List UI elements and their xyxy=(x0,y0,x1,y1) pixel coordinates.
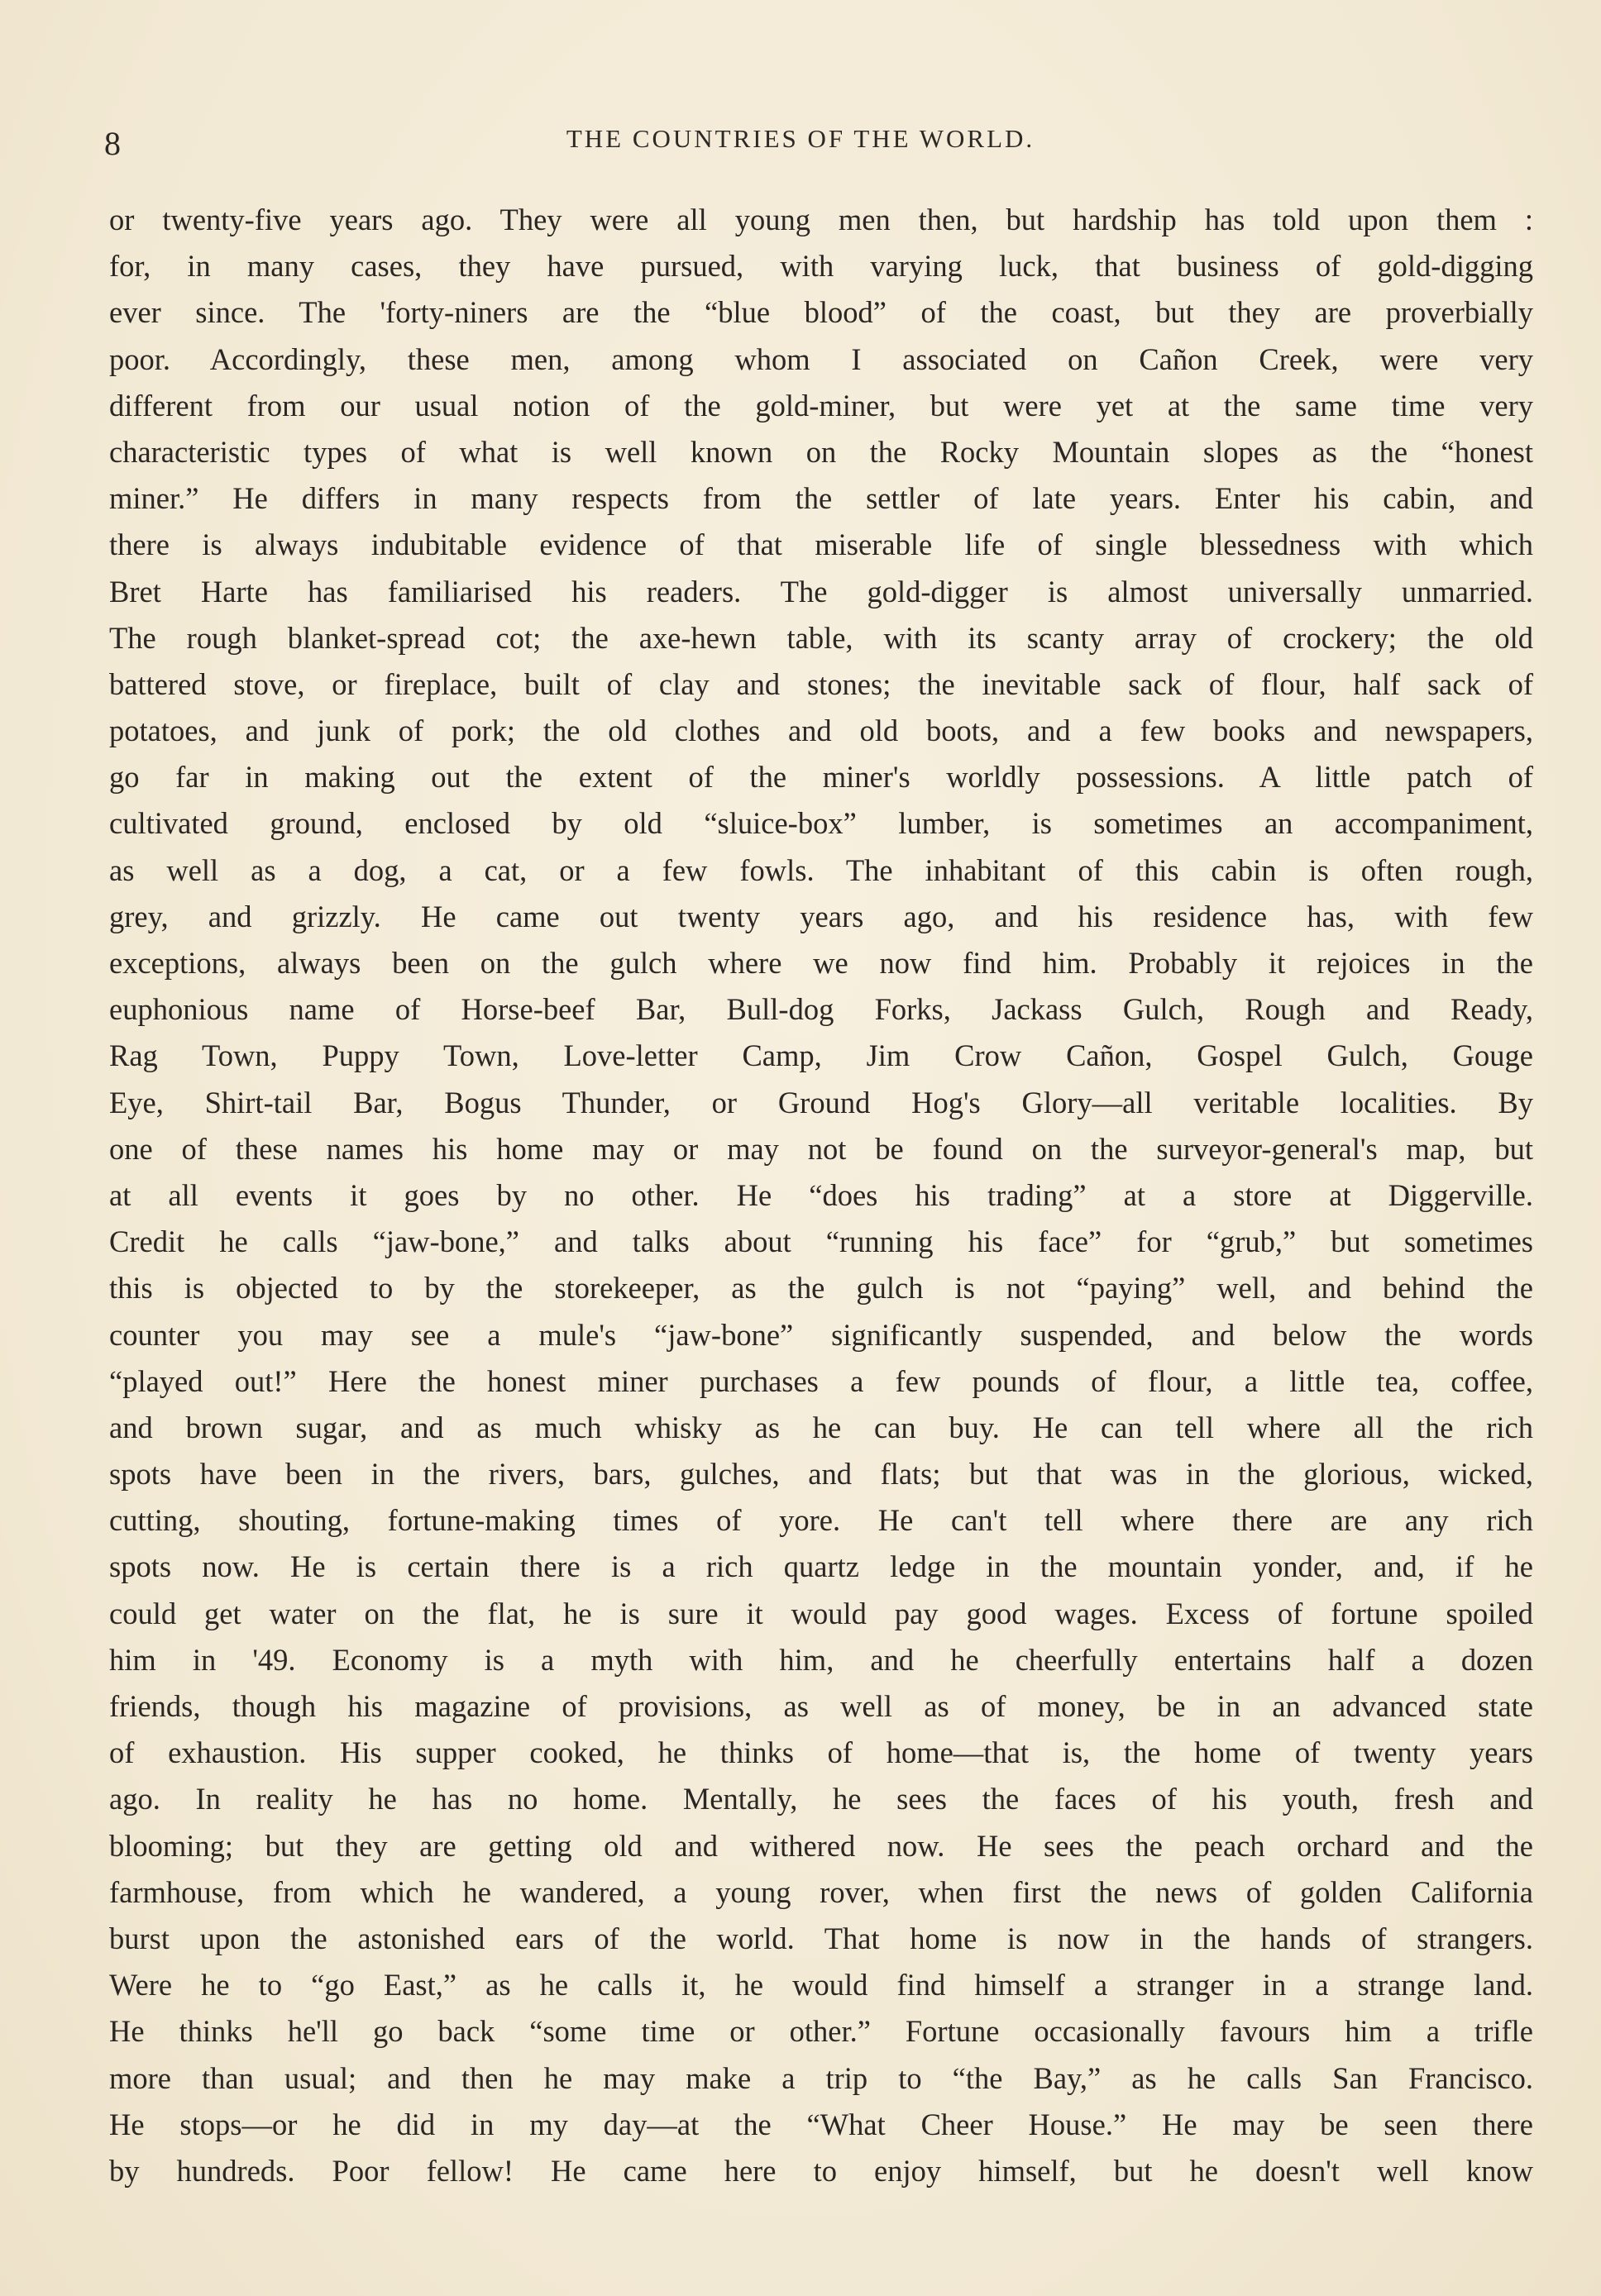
text-line: Rag Town, Puppy Town, Love-letter Camp, Jim Crow Cañon, Gospel Gulch, Gouge xyxy=(109,1038,1533,1073)
text-line: The rough blanket-spread cot; the axe-hewn table, with its scanty array of crockery; the old xyxy=(109,620,1533,655)
text-line: as well as a dog, a cat, or a few fowls. The inhabitant of this cabin is often rough, xyxy=(109,852,1533,887)
text-line: “played out!” Here the honest miner purchases a few pounds of flour, a little tea, coffee, xyxy=(109,1363,1533,1398)
text-line: go far in making out the extent of the miner's worldly possessions. A little patch of xyxy=(109,760,1533,795)
text-line: spots now. He is certain there is a rich quartz ledge in the mountain yonder, and, if he xyxy=(109,1549,1533,1584)
text-line: Eye, Shirt-tail Bar, Bogus Thunder, or Ground Hog's Glory—all veritable localities. By xyxy=(109,1085,1533,1119)
text-line: one of these names his home may or may not be found on the surveyor-general's map, but xyxy=(109,1131,1533,1166)
text-line: him in '49. Economy is a myth with him, and he cheerfully entertains half a dozen xyxy=(109,1642,1533,1677)
page-number: 8 xyxy=(104,125,122,162)
text-line: blooming; but they are getting old and withered now. He sees the peach orchard and the xyxy=(109,1828,1533,1863)
text-line: He thinks he'll go back “some time or other.” Fortune occasionally favours him a trifle xyxy=(109,2014,1533,2049)
text-line: Were he to “go East,” as he calls it, he would find himself a stranger in a strange land. xyxy=(109,1968,1533,2002)
text-line: miner.” He differs in many respects from the settler of late years. Enter his cabin, and xyxy=(109,481,1533,516)
text-line: euphonious name of Horse-beef Bar, Bull-dog Forks, Jackass Gulch, Rough and Ready, xyxy=(109,992,1533,1027)
text-line: for, in many cases, they have pursued, with varying luck, that business of gold-digging xyxy=(109,249,1533,284)
text-line: ever since. The 'forty-niners are the “blue blood” of the coast, but they are proverbially xyxy=(109,295,1533,330)
text-line: and brown sugar, and as much whisky as he can buy. He can tell where all the rich xyxy=(109,1410,1533,1444)
text-line: by hundreds. Poor fellow! He came here to enjoy himself, but he doesn't well know xyxy=(109,2153,1533,2188)
text-line: farmhouse, from which he wandered, a young rover, when first the news of golden California xyxy=(109,1874,1533,1909)
text-line: cultivated ground, enclosed by old “sluice-box” lumber, is sometimes an accompaniment, xyxy=(109,806,1533,841)
text-line: cutting, shouting, fortune-making times of yore. He can't tell where there are any rich xyxy=(109,1503,1533,1538)
text-line: at all events it goes by no other. He “does his trading” at a store at Diggerville. xyxy=(109,1177,1533,1212)
text-line: Bret Harte has familiarised his readers. The gold-digger is almost universally unmarried. xyxy=(109,574,1533,609)
text-line: ago. In reality he has no home. Mentally, he sees the faces of his youth, fresh and xyxy=(109,1782,1533,1816)
body-text xyxy=(109,197,1533,2194)
text-line: exceptions, always been on the gulch where we now find him. Probably it rejoices in the xyxy=(109,946,1533,980)
text-line: potatoes, and junk of pork; the old clothes and old boots, and a few books and newspapers, xyxy=(109,714,1533,748)
text-line: could get water on the flat, he is sure it would pay good wages. Excess of fortune spoiled xyxy=(109,1596,1533,1630)
text-line: battered stove, or fireplace, built of clay and stones; the inevitable sack of flour, half sack of xyxy=(109,666,1533,701)
text-line: He stops—or he did in my day—at the “What Cheer House.” He may be seen there xyxy=(109,2107,1533,2141)
text-line: characteristic types of what is well known on the Rocky Mountain slopes as the “honest xyxy=(109,434,1533,469)
text-line: more than usual; and then he may make a trip to “the Bay,” as he calls San Francisco. xyxy=(109,2060,1533,2095)
text-line: counter you may see a mule's “jaw-bone” significantly suspended, and below the words xyxy=(109,1317,1533,1352)
text-line: this is objected to by the storekeeper, as the gulch is not “paying” well, and behind the xyxy=(109,1271,1533,1306)
text-line: of exhaustion. His supper cooked, he thinks of home—that is, the home of twenty years xyxy=(109,1735,1533,1770)
text-line: or twenty-five years ago. They were all young men then, but hardship has told upon them : xyxy=(109,203,1533,236)
running-head: THE COUNTRIES OF THE WORLD. xyxy=(566,124,1035,153)
text-line: there is always indubitable evidence of that miserable life of single blessedness with which xyxy=(109,527,1533,562)
text-line: grey, and grizzly. He came out twenty years ago, and his residence has, with few xyxy=(109,899,1533,933)
text-line: friends, though his magazine of provisions, as well as of money, be in an advanced state xyxy=(109,1689,1533,1723)
text-line: spots have been in the rivers, bars, gulches, and flats; but that was in the glorious, wicked, xyxy=(109,1457,1533,1492)
text-line: Credit he calls “jaw-bone,” and talks about “running his face” for “grub,” but sometimes xyxy=(109,1224,1533,1259)
text-line: burst upon the astonished ears of the world. That home is now in the hands of strangers. xyxy=(109,1921,1533,1955)
text-line: different from our usual notion of the gold-miner, but were yet at the same time very xyxy=(109,388,1533,422)
text-line: poor. Accordingly, these men, among whom I associated on Cañon Creek, were very xyxy=(109,341,1533,376)
